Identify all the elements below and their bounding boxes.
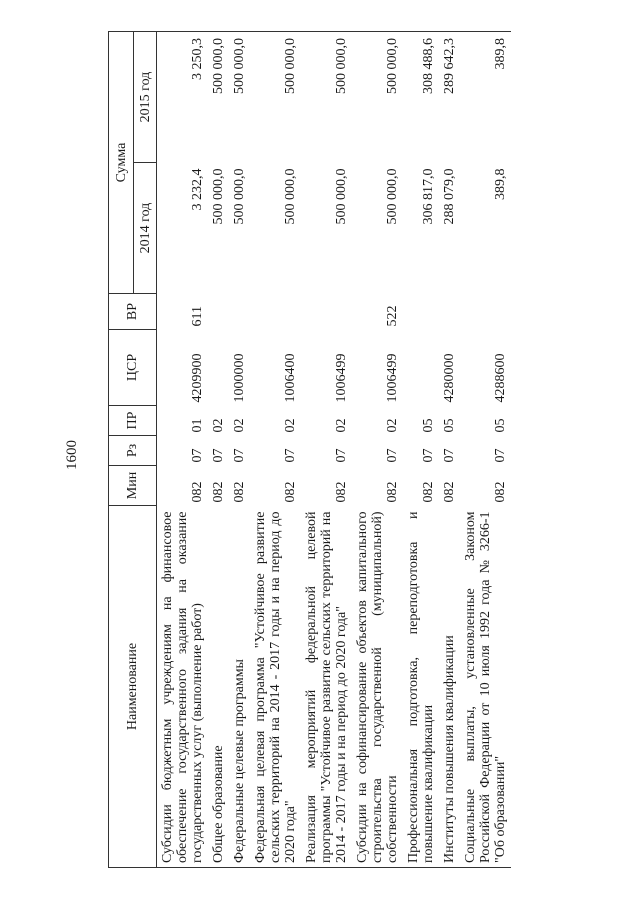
document-page: [58, 10, 618, 880]
row-2015: 500 000,0: [301, 32, 352, 163]
row-csr: 4209900: [190, 353, 205, 403]
row-min: 082: [211, 481, 226, 503]
row-2014: 500 000,0: [283, 168, 298, 225]
row-rz: 07: [421, 448, 436, 463]
header-pr: ПР: [109, 406, 157, 436]
table-row: [208, 32, 229, 868]
header-2015: 2015 год: [134, 32, 157, 163]
row-2015: 389,8: [460, 32, 511, 163]
row-rz: 07: [283, 448, 298, 463]
row-2014: 3 232,4: [190, 168, 205, 211]
row-vr: [250, 294, 301, 330]
table-row: [460, 32, 511, 868]
row-name: Федеральные целевые программы: [229, 506, 250, 868]
table-row: [439, 32, 460, 868]
row-vr: [403, 294, 439, 330]
row-vr: [439, 294, 460, 330]
row-name: Федеральная целевая программа "Устойчивое развитие сельских территорий на 2014 - 2017 годы и на период до 2020 года": [250, 506, 301, 868]
row-csr: [403, 330, 439, 406]
row-pr: 05: [442, 418, 457, 433]
row-min: 082: [385, 481, 400, 503]
row-2014: 306 817,0: [421, 168, 436, 225]
row-pr: 02: [385, 418, 400, 433]
row-rz: 07: [190, 448, 205, 463]
header-rz: Рз: [109, 436, 157, 466]
row-vr: [460, 294, 511, 330]
row-min: 082: [283, 481, 298, 503]
row-csr: 1006499: [334, 353, 349, 403]
table-body: [157, 32, 512, 868]
row-2015: 500 000,0: [229, 32, 250, 163]
header-2014: 2014 год: [134, 163, 157, 294]
row-2015: 308 488,6: [403, 32, 439, 163]
row-min: 082: [421, 481, 436, 503]
header-name: Наименование: [109, 506, 157, 868]
table-row: [301, 32, 352, 868]
row-min: 082: [334, 481, 349, 503]
table-row: [250, 32, 301, 868]
header-min: Мин: [109, 466, 157, 506]
row-rz: 07: [493, 448, 508, 463]
table-header: [109, 32, 157, 868]
row-csr: 1006499: [385, 353, 400, 403]
page-number: 1600: [64, 440, 80, 470]
row-min: 082: [232, 481, 247, 503]
row-min: 082: [442, 481, 457, 503]
row-2015: 500 000,0: [208, 32, 229, 163]
header-vr: ВР: [109, 294, 157, 330]
table-row: [229, 32, 250, 868]
row-2015: 500 000,0: [352, 32, 403, 163]
row-2014: 389,8: [493, 168, 508, 200]
row-name: Субсидии бюджетным учреждениям на финансовое обеспечение государственного задания на оказание государственных услуг (выполнение работ): [157, 506, 209, 868]
row-csr: 1000000: [232, 353, 247, 403]
row-pr: 05: [493, 418, 508, 433]
row-rz: 07: [232, 448, 247, 463]
row-rz: 07: [442, 448, 457, 463]
row-2015: 3 250,3: [157, 32, 209, 163]
row-2014: 500 000,0: [385, 168, 400, 225]
row-pr: 01: [190, 418, 205, 433]
row-2014: 500 000,0: [211, 168, 226, 225]
row-rz: 07: [385, 448, 400, 463]
row-min: 082: [493, 481, 508, 503]
row-vr: [301, 294, 352, 330]
row-rz: 07: [334, 448, 349, 463]
row-pr: 02: [334, 418, 349, 433]
table-row: [157, 32, 209, 868]
row-name: Институты повышения квалификации: [439, 506, 460, 868]
row-vr: [229, 294, 250, 330]
row-csr: [208, 330, 229, 406]
row-csr: 1006400: [283, 353, 298, 403]
row-name: Реализация мероприятий федеральной целевой программы "Устойчивое развитие сельских территорий на 2014 - 2017 годы и на период до 2020 года": [301, 506, 352, 868]
row-pr: 02: [232, 418, 247, 433]
budget-table: [108, 31, 511, 868]
row-name: Социальные выплаты, установленные Законом Российской Федерации от 10 июля 1992 года № 3266-1 "Об образовании": [460, 506, 511, 868]
row-csr: 4280000: [442, 353, 457, 403]
table-row: [352, 32, 403, 868]
row-pr: 02: [211, 418, 226, 433]
table-row: [403, 32, 439, 868]
row-csr: 4288600: [493, 353, 508, 403]
row-name: Профессиональная подготовка, переподготовка и повышение квалификации: [403, 506, 439, 868]
row-vr: [208, 294, 229, 330]
row-2014: 500 000,0: [334, 168, 349, 225]
row-2014: 500 000,0: [232, 168, 247, 225]
row-name: Общее образование: [208, 506, 229, 868]
row-min: 082: [190, 481, 205, 503]
row-pr: 05: [421, 418, 436, 433]
row-2014: 288 079,0: [442, 168, 457, 225]
row-name: Субсидии на софинансирование объектов капитального строительства государственной (муниципальной) собственности: [352, 506, 403, 868]
row-vr: 522: [385, 305, 400, 327]
row-2015: 289 642,3: [439, 32, 460, 163]
row-pr: 02: [283, 418, 298, 433]
row-2015: 500 000,0: [250, 32, 301, 163]
row-vr: 611: [190, 306, 205, 327]
row-rz: 07: [211, 448, 226, 463]
header-csr: ЦСР: [109, 330, 157, 406]
header-sum: Сумма: [109, 32, 134, 294]
